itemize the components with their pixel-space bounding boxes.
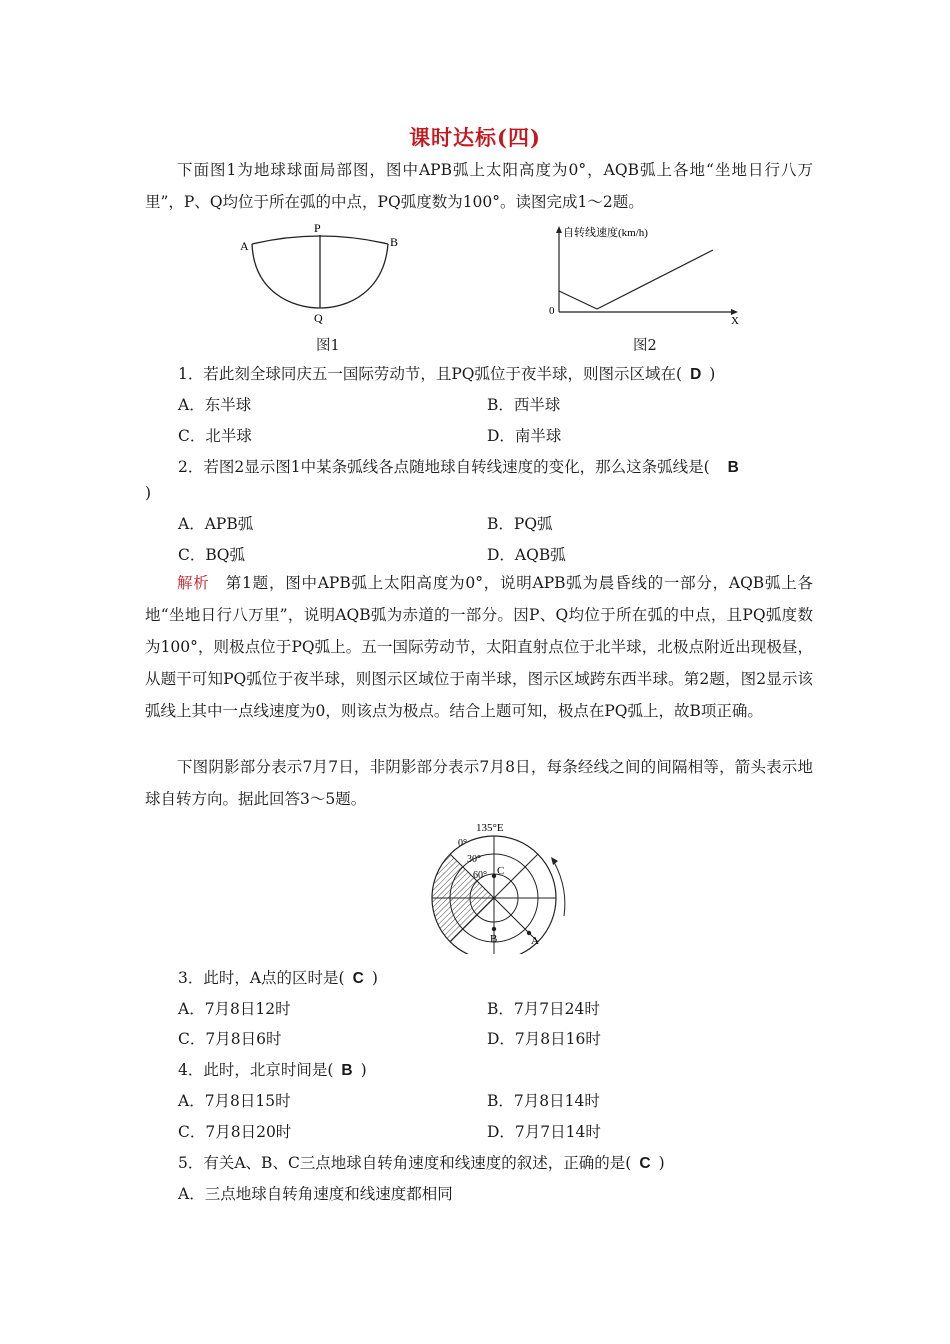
figure-2-caption: 图2: [633, 338, 657, 354]
label-p: P: [314, 222, 321, 235]
label-a: A: [240, 239, 249, 253]
question-3: [178, 966, 378, 988]
figure-1-diagram: [232, 222, 412, 332]
question-3-option-a: A．7月8日12时: [178, 1000, 291, 1018]
question-1-answer: D: [690, 366, 702, 383]
rotation-arrow-head: [551, 857, 558, 865]
question-5: [178, 1151, 665, 1173]
point-c: [492, 874, 496, 878]
question-5-answer: C: [639, 1155, 651, 1172]
question-5-stem: 5．有关A、B、C三点地球自转角速度和线速度的叙述，正确的是(: [178, 1154, 632, 1172]
question-2: [178, 455, 747, 477]
question-1-option-a: A．东半球: [178, 396, 252, 414]
question-5-close: ): [658, 1154, 665, 1172]
label-q: Q: [314, 311, 323, 325]
analysis-label: 解析: [177, 574, 210, 592]
label-lat-30: 30°: [467, 854, 481, 865]
point-b: [492, 927, 496, 931]
analysis-text: 第1题，图中APB弧上太阳高度为0°，说明APB弧为晨昏线的一部分，AQB弧上各地“坐地日行八万里”，说明AQB弧为赤道的一部分。因P、Q均位于所在弧的中点，且PQ弧度数为100°，则极点位于PQ弧上。五一国际劳动节，太阳直射点位于北半球，北极点附近出现极昼，从题干可知PQ弧位于夜半球，则图示区域位于南半球，图示区域跨东西半球。第2题，图2显示该弧线上其中一点线速度为0，则该点为极点。结合上题可知，极点在PQ弧上，故B项正确。: [145, 574, 813, 720]
intro-paragraph-2: 下图阴影部分表示7月7日，非阴影部分表示7月8日，每条经线之间的间隔相等，箭头表示地球自转方向。据此回答3～5题。: [145, 758, 813, 808]
x-axis-label: X: [731, 315, 739, 327]
question-1-close: ): [709, 365, 716, 383]
page-title: 课时达标(四): [409, 125, 541, 150]
question-1-stem: 1．若此刻全球同庆五一国际劳动节，且PQ弧位于夜半球，则图示区域在(: [178, 365, 683, 383]
question-1-option-d: D．南半球: [487, 427, 562, 445]
question-2-answer: B: [727, 459, 739, 476]
question-4: [178, 1058, 367, 1080]
label-b: B: [390, 235, 399, 249]
question-3-option-d: D．7月8日16时: [487, 1030, 601, 1048]
figure-1-caption: 图1: [316, 338, 340, 354]
y-axis-label: 自转线速度(km/h): [563, 227, 648, 239]
question-3-option-b: B．7月7日24时: [487, 1000, 600, 1018]
label-lat-0: 0°: [458, 838, 467, 849]
question-2-option-b: B．PQ弧: [487, 515, 553, 533]
question-2-option-d: D．AQB弧: [487, 546, 566, 564]
question-4-close: ): [360, 1061, 367, 1079]
question-3-stem: 3．此时，A点的区时是(: [178, 969, 345, 987]
question-2-option-a: A．APB弧: [178, 515, 254, 533]
origin-label: 0: [549, 305, 555, 317]
question-3-close: ): [371, 969, 378, 987]
speed-line: [559, 250, 713, 309]
question-4-answer: B: [341, 1062, 353, 1079]
question-4-option-c: C．7月8日20时: [178, 1123, 292, 1141]
question-3-answer: C: [352, 970, 364, 987]
question-5-option-a: A．三点地球自转角速度和线速度都相同: [178, 1185, 453, 1203]
figure-3-polar-diagram: [420, 818, 570, 954]
label-b-point: B: [490, 933, 498, 945]
label-a-point: A: [531, 935, 539, 947]
question-2-stem: 2．若图2显示图1中某条弧线各点随地球自转线速度的变化，那么这条弧线是(: [178, 458, 710, 476]
question-1-option-c: C．北半球: [178, 427, 252, 445]
intro-paragraph-1: 下面图1为地球球面局部图，图中APB弧上太阳高度为0°，AQB弧上各地“坐地日行八万里”，P、Q均位于所在弧的中点，PQ弧度数为100°。读图完成1～2题。: [145, 161, 813, 211]
question-3-option-c: C．7月8日6时: [178, 1030, 282, 1048]
question-4-option-b: B．7月8日14时: [487, 1092, 600, 1110]
y-axis-arrow: [556, 226, 562, 233]
analysis-paragraph: [145, 567, 813, 727]
question-1-option-b: B．西半球: [487, 396, 561, 414]
figure-2-chart: [545, 222, 750, 327]
question-4-option-d: D．7月7日14时: [487, 1123, 601, 1141]
question-2-option-c: C．BQ弧: [178, 546, 245, 564]
label-c: C: [497, 865, 505, 877]
question-4-stem: 4．此时，北京时间是(: [178, 1061, 334, 1079]
label-135e: 135°E: [476, 822, 504, 834]
question-2-close: ): [145, 484, 152, 502]
question-4-option-a: A．7月8日15时: [178, 1092, 291, 1110]
question-1: [178, 362, 715, 384]
label-lat-60: 60°: [473, 870, 487, 881]
